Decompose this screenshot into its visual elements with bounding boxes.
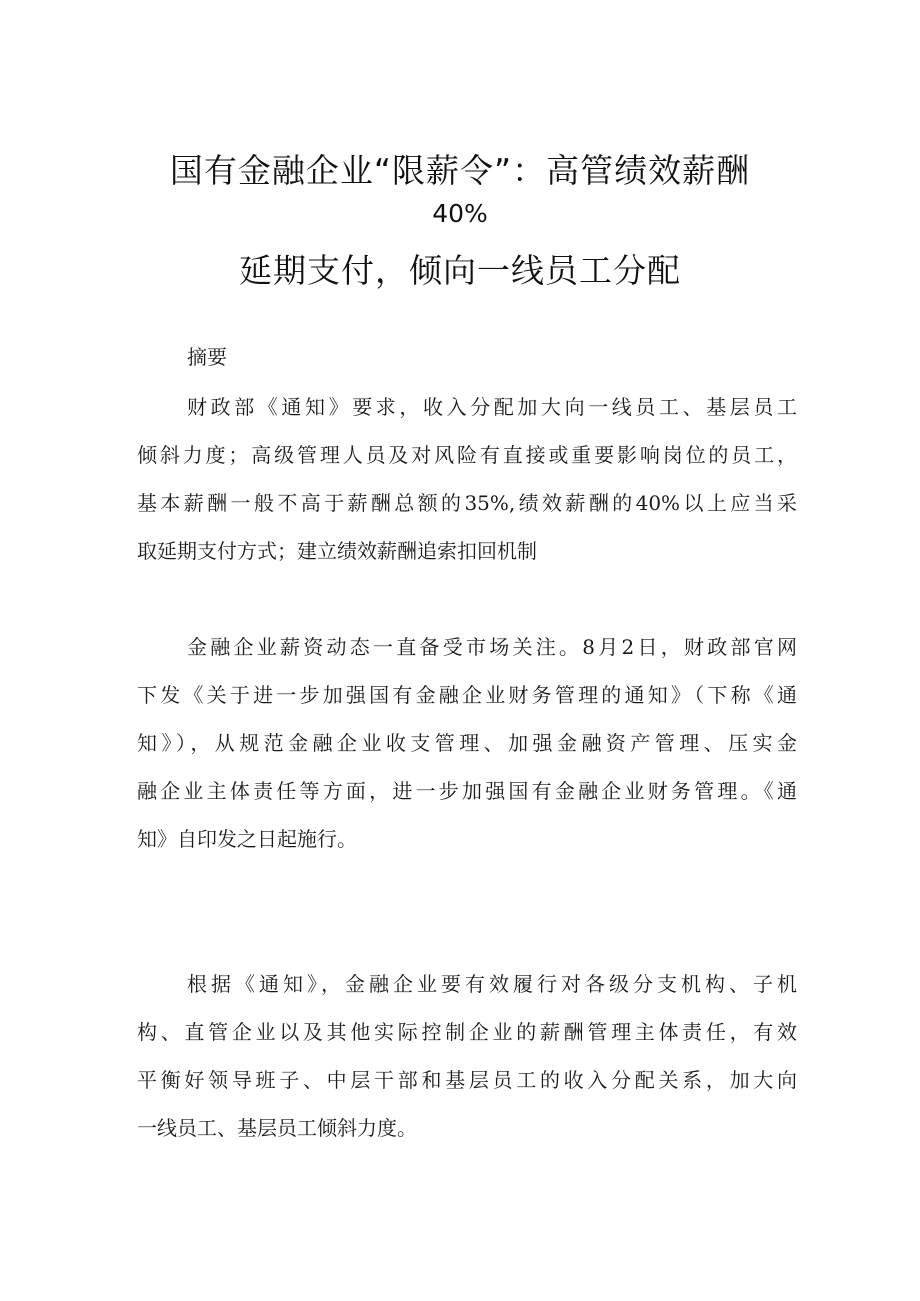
paragraph-1-line: 融企业主体责任等方面，进一步加强国有金融企业财务管理。《通 — [137, 779, 797, 803]
abstract-line: 基本薪酬一般不高于薪酬总额的35%,绩效薪酬的40%以上应当采 — [137, 491, 797, 515]
document-title-line-1: 国有金融企业“限薪令”：高管绩效薪酬 — [169, 151, 751, 190]
document-title-line-2: 40% — [432, 199, 488, 228]
paragraph-1-line: 知》），从规范金融企业收支管理、加强金融资产管理、压实金 — [137, 731, 797, 755]
abstract-heading: 摘要 — [187, 345, 227, 369]
abstract-line: 倾斜力度；高级管理人员及对风险有直接或重要影响岗位的员工， — [137, 443, 797, 467]
paragraph-1-line: 金融企业薪资动态一直备受市场关注。8月2日，财政部官网 — [187, 635, 797, 659]
paragraph-1-line: 下发《关于进一步加强国有金融企业财务管理的通知》（下称《通 — [137, 683, 797, 707]
paragraph-2-line: 构、直管企业以及其他实际控制企业的薪酬管理主体责任，有效 — [137, 1020, 797, 1044]
abstract-line: 取延期支付方式；建立绩效薪酬追索扣回机制 — [137, 539, 537, 563]
paragraph-2-line: 一线员工、基层员工倾斜力度。 — [137, 1116, 417, 1140]
abstract-line: 财政部《通知》要求，收入分配加大向一线员工、基层员工 — [187, 395, 797, 419]
paragraph-1-line: 知》自印发之日起施行。 — [137, 827, 357, 851]
document-title-line-3: 延期支付，倾向一线员工分配 — [239, 251, 681, 290]
paragraph-2-line: 根据《通知》，金融企业要有效履行对各级分支机构、子机 — [187, 972, 797, 996]
paragraph-2-line: 平衡好领导班子、中层干部和基层员工的收入分配关系，加大向 — [137, 1068, 797, 1092]
